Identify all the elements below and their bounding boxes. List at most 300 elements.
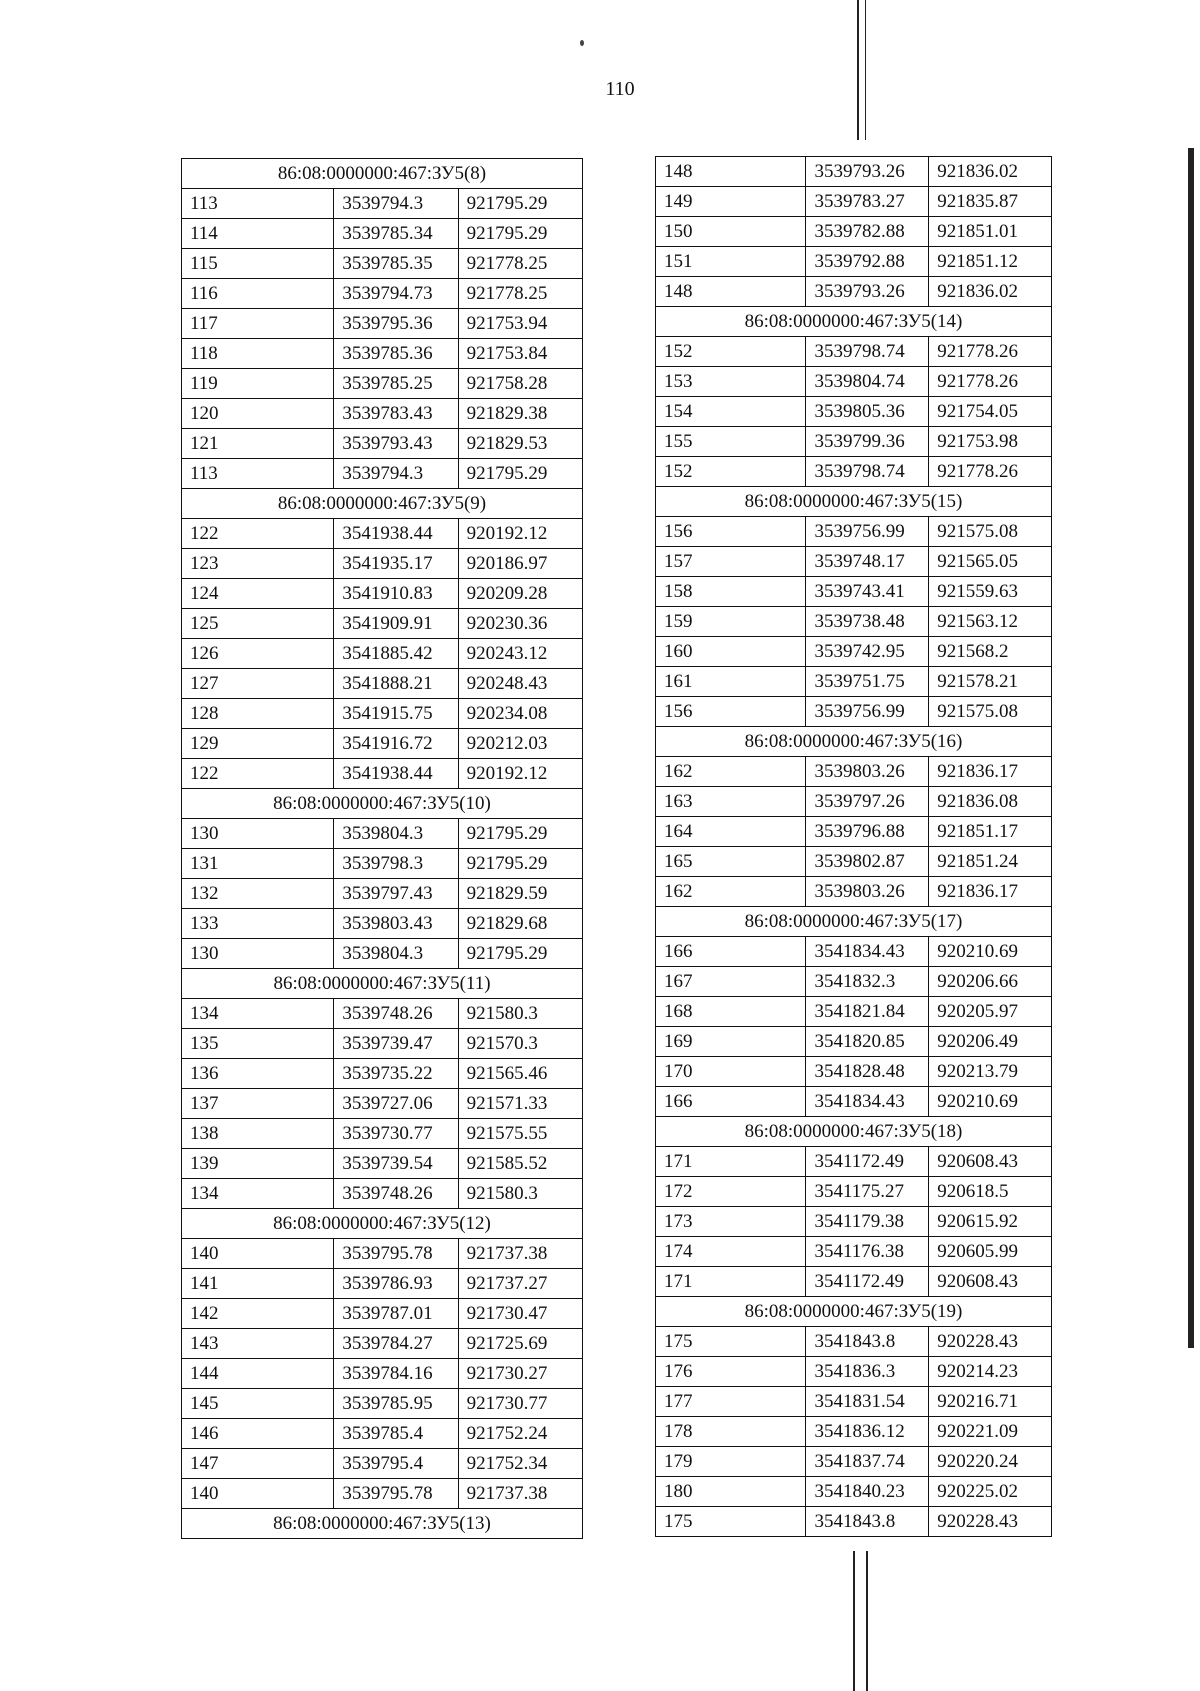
- table-row: [656, 1177, 1052, 1207]
- point-number: 120: [182, 399, 334, 429]
- x-coordinate: 3539795.78: [334, 1479, 458, 1509]
- table-row: [182, 309, 583, 339]
- point-number: 127: [182, 669, 334, 699]
- point-number: 114: [182, 219, 334, 249]
- y-coordinate: 920214.23: [929, 1357, 1052, 1387]
- y-coordinate: 921575.55: [458, 1119, 582, 1149]
- point-number: 171: [656, 1147, 806, 1177]
- point-number: 159: [656, 607, 806, 637]
- x-coordinate: 3539739.47: [334, 1029, 458, 1059]
- scan-artifact-dot: [580, 40, 584, 46]
- x-coordinate: 3539797.43: [334, 879, 458, 909]
- point-number: 174: [656, 1237, 806, 1267]
- y-coordinate: 921737.38: [458, 1239, 582, 1269]
- point-number: 144: [182, 1359, 334, 1389]
- x-coordinate: 3539785.34: [334, 219, 458, 249]
- x-coordinate: 3539782.88: [806, 217, 929, 247]
- x-coordinate: 3539742.95: [806, 637, 929, 667]
- y-coordinate: 921753.94: [458, 309, 582, 339]
- point-number: 141: [182, 1269, 334, 1299]
- y-coordinate: 921851.01: [929, 217, 1052, 247]
- y-coordinate: 920192.12: [458, 759, 582, 789]
- table-row: [656, 637, 1052, 667]
- x-coordinate: 3541172.49: [806, 1147, 929, 1177]
- y-coordinate: 920618.5: [929, 1177, 1052, 1207]
- point-number: 132: [182, 879, 334, 909]
- x-coordinate: 3541916.72: [334, 729, 458, 759]
- y-coordinate: 921575.08: [929, 697, 1052, 727]
- y-coordinate: 921752.24: [458, 1419, 582, 1449]
- table-row: [656, 757, 1052, 787]
- y-coordinate: 921580.3: [458, 999, 582, 1029]
- parcel-number: 86:08:0000000:467:ЗУ5(18): [656, 1117, 1052, 1147]
- parcel-number: 86:08:0000000:467:ЗУ5(8): [182, 159, 583, 189]
- x-coordinate: 3541828.48: [806, 1057, 929, 1087]
- table-row: [182, 849, 583, 879]
- table-row: [656, 247, 1052, 277]
- table-row: [182, 579, 583, 609]
- y-coordinate: 921836.08: [929, 787, 1052, 817]
- y-coordinate: 921835.87: [929, 187, 1052, 217]
- point-number: 175: [656, 1327, 806, 1357]
- y-coordinate: 921725.69: [458, 1329, 582, 1359]
- table-row: [656, 1447, 1052, 1477]
- x-coordinate: 3539785.95: [334, 1389, 458, 1419]
- coordinates-table-right: [655, 156, 1052, 1537]
- point-number: 164: [656, 817, 806, 847]
- x-coordinate: 3541836.3: [806, 1357, 929, 1387]
- table-row: [656, 397, 1052, 427]
- y-coordinate: 920205.97: [929, 997, 1052, 1027]
- x-coordinate: 3539796.88: [806, 817, 929, 847]
- table-row: [182, 459, 583, 489]
- point-number: 156: [656, 697, 806, 727]
- table-row: [182, 669, 583, 699]
- table-row: [182, 1449, 583, 1479]
- x-coordinate: 3539727.06: [334, 1089, 458, 1119]
- parcel-heading-row: [656, 727, 1052, 757]
- parcel-heading-row: [182, 159, 583, 189]
- y-coordinate: 921730.77: [458, 1389, 582, 1419]
- y-coordinate: 921836.02: [929, 277, 1052, 307]
- point-number: 166: [656, 1087, 806, 1117]
- table-row: [182, 339, 583, 369]
- table-row: [656, 607, 1052, 637]
- table-row: [182, 1329, 583, 1359]
- parcel-number: 86:08:0000000:467:ЗУ5(10): [182, 789, 583, 819]
- table-row: [656, 337, 1052, 367]
- x-coordinate: 3539735.22: [334, 1059, 458, 1089]
- parcel-heading-row: [182, 1509, 583, 1539]
- parcel-number: 86:08:0000000:467:ЗУ5(14): [656, 307, 1052, 337]
- point-number: 148: [656, 157, 806, 187]
- y-coordinate: 921753.98: [929, 427, 1052, 457]
- point-number: 123: [182, 549, 334, 579]
- x-coordinate: 3539751.75: [806, 667, 929, 697]
- point-number: 172: [656, 1177, 806, 1207]
- point-number: 165: [656, 847, 806, 877]
- table-row: [656, 1207, 1052, 1237]
- parcel-number: 86:08:0000000:467:ЗУ5(16): [656, 727, 1052, 757]
- y-coordinate: 921753.84: [458, 339, 582, 369]
- point-number: 119: [182, 369, 334, 399]
- point-number: 148: [656, 277, 806, 307]
- table-row: [656, 1357, 1052, 1387]
- table-row: [656, 517, 1052, 547]
- table-row: [182, 699, 583, 729]
- x-coordinate: 3539756.99: [806, 697, 929, 727]
- table-row: [656, 1237, 1052, 1267]
- x-coordinate: 3541821.84: [806, 997, 929, 1027]
- table-row: [656, 1477, 1052, 1507]
- point-number: 152: [656, 457, 806, 487]
- table-row: [182, 1299, 583, 1329]
- table-row: [656, 997, 1052, 1027]
- table-row: [182, 399, 583, 429]
- x-coordinate: 3541831.54: [806, 1387, 929, 1417]
- table-row: [182, 909, 583, 939]
- table-row: [656, 457, 1052, 487]
- y-coordinate: 920615.92: [929, 1207, 1052, 1237]
- x-coordinate: 3539730.77: [334, 1119, 458, 1149]
- point-number: 154: [656, 397, 806, 427]
- point-number: 113: [182, 459, 334, 489]
- y-coordinate: 921737.38: [458, 1479, 582, 1509]
- x-coordinate: 3541915.75: [334, 699, 458, 729]
- x-coordinate: 3539784.27: [334, 1329, 458, 1359]
- table-row: [182, 1119, 583, 1149]
- y-coordinate: 920220.24: [929, 1447, 1052, 1477]
- point-number: 130: [182, 939, 334, 969]
- table-row: [656, 1057, 1052, 1087]
- y-coordinate: 921585.52: [458, 1149, 582, 1179]
- y-coordinate: 920221.09: [929, 1417, 1052, 1447]
- x-coordinate: 3541836.12: [806, 1417, 929, 1447]
- y-coordinate: 921851.17: [929, 817, 1052, 847]
- y-coordinate: 921752.34: [458, 1449, 582, 1479]
- table-row: [656, 577, 1052, 607]
- y-coordinate: 921778.26: [929, 367, 1052, 397]
- x-coordinate: 3541843.8: [806, 1507, 929, 1537]
- x-coordinate: 3539795.36: [334, 309, 458, 339]
- point-number: 173: [656, 1207, 806, 1237]
- x-coordinate: 3541820.85: [806, 1027, 929, 1057]
- x-coordinate: 3539804.3: [334, 939, 458, 969]
- y-coordinate: 920192.12: [458, 519, 582, 549]
- point-number: 133: [182, 909, 334, 939]
- point-number: 140: [182, 1479, 334, 1509]
- parcel-number: 86:08:0000000:467:ЗУ5(12): [182, 1209, 583, 1239]
- table-row: [656, 1147, 1052, 1177]
- parcel-heading-row: [656, 307, 1052, 337]
- x-coordinate: 3539804.3: [334, 819, 458, 849]
- y-coordinate: 921565.05: [929, 547, 1052, 577]
- point-number: 177: [656, 1387, 806, 1417]
- x-coordinate: 3541176.38: [806, 1237, 929, 1267]
- y-coordinate: 921851.24: [929, 847, 1052, 877]
- point-number: 160: [656, 637, 806, 667]
- x-coordinate: 3541837.74: [806, 1447, 929, 1477]
- point-number: 162: [656, 877, 806, 907]
- x-coordinate: 3539794.73: [334, 279, 458, 309]
- table-row: [656, 187, 1052, 217]
- table-row: [182, 369, 583, 399]
- y-coordinate: 921778.26: [929, 337, 1052, 367]
- table-row: [656, 367, 1052, 397]
- point-number: 179: [656, 1447, 806, 1477]
- point-number: 128: [182, 699, 334, 729]
- x-coordinate: 3539805.36: [806, 397, 929, 427]
- point-number: 118: [182, 339, 334, 369]
- point-number: 138: [182, 1119, 334, 1149]
- y-coordinate: 921580.3: [458, 1179, 582, 1209]
- table-row: [656, 547, 1052, 577]
- point-number: 157: [656, 547, 806, 577]
- point-number: 153: [656, 367, 806, 397]
- x-coordinate: 3539793.43: [334, 429, 458, 459]
- point-number: 161: [656, 667, 806, 697]
- x-coordinate: 3539783.27: [806, 187, 929, 217]
- y-coordinate: 920228.43: [929, 1507, 1052, 1537]
- point-number: 134: [182, 1179, 334, 1209]
- x-coordinate: 3539798.3: [334, 849, 458, 879]
- x-coordinate: 3539785.25: [334, 369, 458, 399]
- table-row: [656, 667, 1052, 697]
- x-coordinate: 3541843.8: [806, 1327, 929, 1357]
- y-coordinate: 920608.43: [929, 1267, 1052, 1297]
- y-coordinate: 921795.29: [458, 189, 582, 219]
- y-coordinate: 921795.29: [458, 219, 582, 249]
- y-coordinate: 920228.43: [929, 1327, 1052, 1357]
- table-row: [656, 1087, 1052, 1117]
- y-coordinate: 921836.17: [929, 757, 1052, 787]
- x-coordinate: 3539787.01: [334, 1299, 458, 1329]
- table-row: [182, 1479, 583, 1509]
- x-coordinate: 3539785.35: [334, 249, 458, 279]
- coordinates-table-left: [181, 158, 583, 1539]
- x-coordinate: 3539799.36: [806, 427, 929, 457]
- table-row: [182, 1149, 583, 1179]
- parcel-number: 86:08:0000000:467:ЗУ5(11): [182, 969, 583, 999]
- point-number: 129: [182, 729, 334, 759]
- table-row: [182, 939, 583, 969]
- scan-artifact-line: [866, 1551, 868, 1691]
- x-coordinate: 3541910.83: [334, 579, 458, 609]
- parcel-number: 86:08:0000000:467:ЗУ5(15): [656, 487, 1052, 517]
- scan-artifact-line: [1188, 148, 1194, 1348]
- x-coordinate: 3539798.74: [806, 457, 929, 487]
- y-coordinate: 921829.53: [458, 429, 582, 459]
- parcel-heading-row: [182, 969, 583, 999]
- x-coordinate: 3539795.4: [334, 1449, 458, 1479]
- point-number: 143: [182, 1329, 334, 1359]
- point-number: 151: [656, 247, 806, 277]
- point-number: 135: [182, 1029, 334, 1059]
- x-coordinate: 3539783.43: [334, 399, 458, 429]
- table-row: [656, 697, 1052, 727]
- y-coordinate: 921829.68: [458, 909, 582, 939]
- x-coordinate: 3539803.26: [806, 877, 929, 907]
- x-coordinate: 3541840.23: [806, 1477, 929, 1507]
- x-coordinate: 3539792.88: [806, 247, 929, 277]
- y-coordinate: 921737.27: [458, 1269, 582, 1299]
- point-number: 156: [656, 517, 806, 547]
- table-row: [182, 729, 583, 759]
- table-row: [656, 967, 1052, 997]
- table-row: [182, 999, 583, 1029]
- table-row: [656, 937, 1052, 967]
- point-number: 130: [182, 819, 334, 849]
- x-coordinate: 3539804.74: [806, 367, 929, 397]
- point-number: 117: [182, 309, 334, 339]
- point-number: 145: [182, 1389, 334, 1419]
- table-row: [182, 819, 583, 849]
- parcel-number: 86:08:0000000:467:ЗУ5(9): [182, 489, 583, 519]
- parcel-heading-row: [182, 1209, 583, 1239]
- y-coordinate: 921570.3: [458, 1029, 582, 1059]
- table-row: [182, 1179, 583, 1209]
- parcel-heading-row: [656, 1117, 1052, 1147]
- y-coordinate: 920209.28: [458, 579, 582, 609]
- y-coordinate: 921829.59: [458, 879, 582, 909]
- y-coordinate: 920608.43: [929, 1147, 1052, 1177]
- point-number: 147: [182, 1449, 334, 1479]
- point-number: 155: [656, 427, 806, 457]
- y-coordinate: 921836.02: [929, 157, 1052, 187]
- point-number: 137: [182, 1089, 334, 1119]
- table-row: [656, 847, 1052, 877]
- y-coordinate: 920213.79: [929, 1057, 1052, 1087]
- table-row: [182, 639, 583, 669]
- x-coordinate: 3539738.48: [806, 607, 929, 637]
- y-coordinate: 921795.29: [458, 849, 582, 879]
- table-row: [182, 519, 583, 549]
- table-row: [182, 1029, 583, 1059]
- y-coordinate: 921575.08: [929, 517, 1052, 547]
- y-coordinate: 921795.29: [458, 459, 582, 489]
- scan-artifact-line: [853, 1551, 855, 1691]
- x-coordinate: 3539794.3: [334, 189, 458, 219]
- y-coordinate: 921836.17: [929, 877, 1052, 907]
- point-number: 142: [182, 1299, 334, 1329]
- x-coordinate: 3541938.44: [334, 759, 458, 789]
- point-number: 175: [656, 1507, 806, 1537]
- table-row: [182, 1239, 583, 1269]
- y-coordinate: 921778.26: [929, 457, 1052, 487]
- y-coordinate: 921795.29: [458, 939, 582, 969]
- y-coordinate: 920234.08: [458, 699, 582, 729]
- point-number: 178: [656, 1417, 806, 1447]
- y-coordinate: 921578.21: [929, 667, 1052, 697]
- x-coordinate: 3541885.42: [334, 639, 458, 669]
- y-coordinate: 921851.12: [929, 247, 1052, 277]
- table-row: [182, 1389, 583, 1419]
- table-row: [656, 1387, 1052, 1417]
- y-coordinate: 921778.25: [458, 249, 582, 279]
- point-number: 170: [656, 1057, 806, 1087]
- x-coordinate: 3541172.49: [806, 1267, 929, 1297]
- table-row: [182, 1269, 583, 1299]
- point-number: 152: [656, 337, 806, 367]
- point-number: 158: [656, 577, 806, 607]
- y-coordinate: 921563.12: [929, 607, 1052, 637]
- parcel-number: 86:08:0000000:467:ЗУ5(13): [182, 1509, 583, 1539]
- y-coordinate: 921730.27: [458, 1359, 582, 1389]
- point-number: 166: [656, 937, 806, 967]
- x-coordinate: 3541888.21: [334, 669, 458, 699]
- table-row: [656, 427, 1052, 457]
- x-coordinate: 3541935.17: [334, 549, 458, 579]
- table-row: [182, 759, 583, 789]
- point-number: 149: [656, 187, 806, 217]
- y-coordinate: 920225.02: [929, 1477, 1052, 1507]
- table-row: [182, 219, 583, 249]
- x-coordinate: 3541832.3: [806, 967, 929, 997]
- x-coordinate: 3539748.26: [334, 999, 458, 1029]
- x-coordinate: 3541834.43: [806, 937, 929, 967]
- y-coordinate: 920210.69: [929, 1087, 1052, 1117]
- parcel-heading-row: [656, 487, 1052, 517]
- y-coordinate: 921778.25: [458, 279, 582, 309]
- x-coordinate: 3539794.3: [334, 459, 458, 489]
- point-number: 171: [656, 1267, 806, 1297]
- table-row: [182, 549, 583, 579]
- x-coordinate: 3539795.78: [334, 1239, 458, 1269]
- point-number: 125: [182, 609, 334, 639]
- point-number: 163: [656, 787, 806, 817]
- table-row: [656, 157, 1052, 187]
- table-row: [182, 1059, 583, 1089]
- table-row: [656, 1267, 1052, 1297]
- parcel-number: 86:08:0000000:467:ЗУ5(17): [656, 907, 1052, 937]
- point-number: 134: [182, 999, 334, 1029]
- point-number: 121: [182, 429, 334, 459]
- y-coordinate: 920216.71: [929, 1387, 1052, 1417]
- table-row: [182, 1419, 583, 1449]
- y-coordinate: 921730.47: [458, 1299, 582, 1329]
- table-row: [656, 817, 1052, 847]
- y-coordinate: 920605.99: [929, 1237, 1052, 1267]
- parcel-heading-row: [656, 907, 1052, 937]
- x-coordinate: 3539803.43: [334, 909, 458, 939]
- table-row: [656, 1027, 1052, 1057]
- x-coordinate: 3539739.54: [334, 1149, 458, 1179]
- point-number: 124: [182, 579, 334, 609]
- point-number: 169: [656, 1027, 806, 1057]
- x-coordinate: 3539748.17: [806, 547, 929, 577]
- x-coordinate: 3539803.26: [806, 757, 929, 787]
- point-number: 131: [182, 849, 334, 879]
- table-row: [182, 429, 583, 459]
- point-number: 113: [182, 189, 334, 219]
- scan-artifact-line: [857, 0, 859, 140]
- x-coordinate: 3539743.41: [806, 577, 929, 607]
- table-row: [182, 1359, 583, 1389]
- table-row: [182, 189, 583, 219]
- table-row: [182, 279, 583, 309]
- point-number: 150: [656, 217, 806, 247]
- x-coordinate: 3539756.99: [806, 517, 929, 547]
- table-row: [656, 217, 1052, 247]
- x-coordinate: 3541938.44: [334, 519, 458, 549]
- table-row: [182, 1089, 583, 1119]
- point-number: 140: [182, 1239, 334, 1269]
- parcel-number: 86:08:0000000:467:ЗУ5(19): [656, 1297, 1052, 1327]
- y-coordinate: 920206.66: [929, 967, 1052, 997]
- x-coordinate: 3539748.26: [334, 1179, 458, 1209]
- y-coordinate: 920206.49: [929, 1027, 1052, 1057]
- table-row: [656, 277, 1052, 307]
